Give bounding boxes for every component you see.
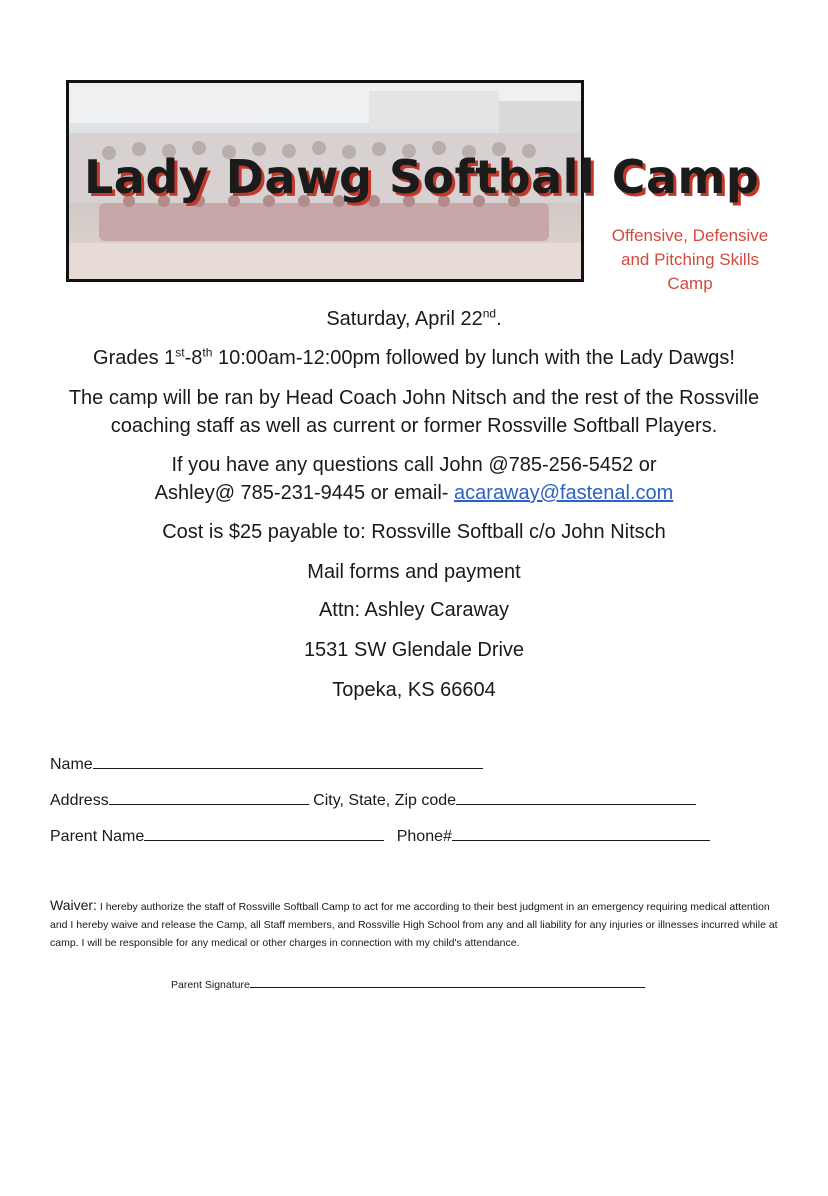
street-line: 1531 SW Glendale Drive [303, 639, 525, 661]
parent-name-label: Parent Name [50, 828, 145, 845]
subtitle-line-3: Camp [667, 274, 713, 293]
city-state-zip-field[interactable] [456, 790, 696, 805]
signature-field[interactable] [250, 978, 645, 988]
date-text: Saturday, April 22 [326, 308, 483, 330]
name-label: Name [50, 756, 93, 773]
address-field[interactable] [109, 790, 309, 805]
signature-label: Parent Signature [171, 979, 250, 991]
grades-suffix-2: th [202, 345, 213, 360]
grades-range: -8 [184, 347, 203, 369]
waiver-text [50, 896, 785, 952]
grades-line [30, 345, 798, 371]
waiver-body: I hereby authorize the staff of Rossville Softball Camp to act for me according to their best judgment in an emergency requiring medical attention and I hereby waive and release the Camp, all Staff members, and Rossville High School from any and all liability for any injuries or illnesses incurred while at camp. I will be responsible for any medical or other charges in connection with my child's attendance. [50, 901, 778, 949]
name-field[interactable] [93, 754, 483, 769]
date-period: . [496, 308, 502, 330]
page-title: Lady Dawg Softball Camp [84, 150, 760, 204]
subtitle-line-2: and Pitching Skills [621, 250, 759, 269]
grades-prefix: Grades 1 [93, 347, 176, 369]
contact-line-1: If you have any questions call John @785-256-5452 or [171, 454, 657, 476]
date-suffix: nd [482, 306, 497, 321]
phone-label: Phone# [396, 828, 452, 845]
name-field-row [50, 754, 483, 774]
mail-line: Mail forms and payment [307, 561, 521, 583]
attn-line: Attn: Ashley Caraway [318, 599, 510, 621]
phone-field[interactable] [452, 826, 710, 841]
contact-line-2-text: Ashley@ 785-231-9445 or email- [154, 482, 455, 504]
grades-suffix-1: st [175, 345, 185, 360]
waiver-lead: Waiver: [50, 897, 97, 913]
address-field-row [50, 790, 696, 810]
parent-name-field[interactable] [144, 826, 384, 841]
signature-row [171, 978, 645, 991]
contact-line-2 [30, 480, 798, 506]
camp-subtitle [600, 224, 780, 296]
city-line: Topeka, KS 66604 [332, 679, 496, 701]
staff-line-2: coaching staff as well as current or former Rossville Softball Players. [110, 415, 718, 437]
parent-field-row [50, 826, 710, 846]
email-link[interactable]: acaraway@fastenal.com [454, 482, 674, 504]
subtitle-line-1: Offensive, Defensive [611, 226, 769, 245]
city-state-zip-label: City, State, Zip code [313, 792, 457, 809]
cost-line: Cost is $25 payable to: Rossville Softball c/o John Nitsch [162, 521, 666, 543]
staff-line-1: The camp will be ran by Head Coach John Nitsch and the rest of the Rossville [68, 387, 760, 409]
camp-date [30, 306, 798, 332]
grades-time: 10:00am-12:00pm followed by lunch with the Lady Dawgs! [212, 347, 735, 369]
address-label: Address [50, 792, 109, 809]
